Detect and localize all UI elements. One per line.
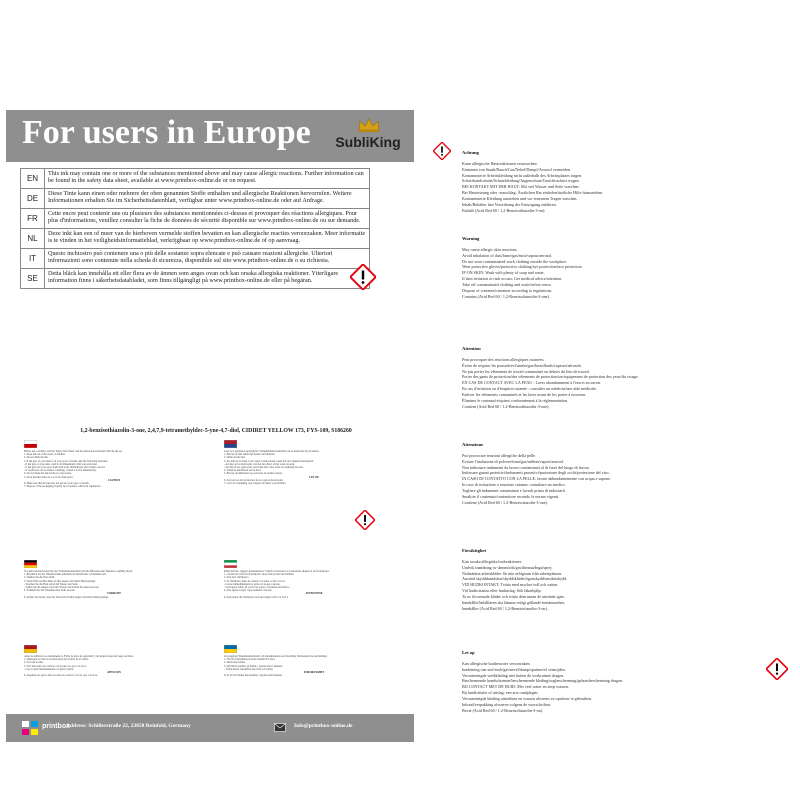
instruction-line: 2. Trinken Sie die Tinte nicht.	[24, 576, 55, 580]
hazard-exclamation-icon	[350, 264, 376, 290]
hazard-statement: Ne pas porter les vêtements de travail contaminés en dehors du lieu de travail.	[462, 368, 590, 374]
hazard-statement: Contains (Acid Red 60 / 1,2-Benzisothiazolin-3-one).	[462, 294, 550, 300]
hazard-statement: Nedstänkta arbetskläder får inte avlägsnas från arbetsplatsen.	[462, 570, 563, 576]
brand-name: SubliKing	[335, 134, 401, 150]
instruction-line: 2. Do not drink the ink.	[24, 456, 49, 460]
brand-logo	[328, 116, 408, 156]
hazard-statement: Éviter de respirer les poussières/fumées/gaz/brouillards/vapeurs/aérosols.	[462, 362, 583, 368]
printbox-logo-icon	[22, 721, 38, 735]
footer-address: Address: Schillerstraße 22, 23858 Reinfeld, Germany	[66, 723, 191, 729]
hazard-statement: Take off contaminated clothing and wash before reuse.	[462, 282, 552, 288]
hazard-statement: Kontaminierte Kleidung ausziehen und vor erneutem Tragen waschen.	[462, 196, 578, 202]
instruction-line: ATENCIÓN	[107, 670, 121, 674]
hazard-statement: Schutzhandschuhe/Schutzkleidung/Augenschutz/Gesichtsschutz tragen.	[462, 178, 580, 184]
flag-icon	[24, 560, 37, 568]
language-text: Questo inchiostro può contenere una o più delle sostanze sopra elencate e può causare reazioni allergiche. Ulteriori informazioni sono contenute nella scheda di sicurezza, disponibile sul sito www.printbox-online.de o su richiesta.	[45, 249, 370, 269]
language-text: Deze inkt kan een of meer van de hierboven vermelde stoffen bevatten en kan allergische reacties veroorzaken. Meer informatie is te vinden in het veiligheidsinformatieblad, verkrijgbaar op www.printbox-online.de of op aanvraag.	[45, 229, 370, 249]
instruction-line: 3. Om bläck kommer på huden, i ögonen eller i munnen:	[224, 664, 283, 668]
instruction-line: - Spülen Sie die Augen sofort mit Wasser und suchen Sie einen Arzt auf.	[24, 585, 100, 589]
hazard-section	[462, 548, 782, 612]
hazard-statement: Può provocare reazioni allergiche della pelle.	[462, 452, 537, 458]
instruction-line: 2. Drick inte bläcket.	[224, 661, 246, 665]
hazard-statement: Använd skyddshandskar/skyddskläder/ögonskydd/ansiktsskydd.	[462, 576, 568, 582]
instruction-line: 6. Achten Sie darauf, dass die Tinte nicht in Ihre Augen oder Ihren Mund gelangt.	[24, 595, 109, 599]
instruction-line: Läs noggrant 'Säkerhetsdatabladet' och instruktionerna som medföljer bläcksatsen före användning.	[224, 655, 328, 658]
hazard-statement: Togliere gli indumenti contaminati e lavarli prima di indossarli.	[462, 488, 566, 494]
instruction-line: 1. Mantenga los frascos de tinta fuera del alcance de los niños.	[24, 658, 89, 662]
hazard-statement: IN CASO DI CONTATTO CON LA PELLE: lavare abbondantemente con acqua e sapone.	[462, 476, 611, 482]
instruction-line: 3. If ink gets on your skin or in your eyes or mouth, take the following measures:	[24, 459, 109, 463]
instruction-block	[24, 645, 204, 707]
hazard-statement: Inademing van stof/rook/gas/nevel/damp/spuitnevel vermijden.	[462, 666, 566, 672]
instruction-block	[24, 440, 204, 555]
instruction-line: 2. Drink de inkt niet.	[224, 456, 246, 460]
hazard-statement: Kann allergische Hautreaktionen verursachen.	[462, 160, 538, 166]
hazard-statement: Beschermende handschoenen/beschermende kleding/oogbescherming/gelaatsbescherming dragen.	[462, 678, 623, 684]
instruction-line: 3. Als inkt op uw huid, in uw ogen of mond komt, neem dan de volgende maatregelen:	[224, 459, 314, 463]
instruction-line: - If ink gets on your skin, wash it off immediately with soap and water.	[24, 462, 98, 466]
instruction-line: FÖRSIKTIGHET	[303, 670, 325, 674]
instruction-line: 1. Keep ink out of the reach of children.	[24, 453, 66, 457]
instruction-line: 6. Asegúrese de que la tinta no entre en contacto con los ojos o la boca.	[24, 674, 98, 678]
hazard-statement: Ta av förorenade kläder och tvätta dem innan de används igen.	[462, 594, 565, 600]
chemical-list: 1,2-benzisothiazolin-3-one, 2,4,7,9-tetramethyldec-5-yne-4,7-diol, CIDIRET YELLOW 173, FYS-109, S186260	[80, 428, 352, 434]
hazard-section-title: Warning	[462, 236, 480, 241]
hazard-statement: En cas d'irritation ou d'éruption cutanée : consulter un médecin/une aide médicale.	[462, 386, 597, 392]
hazard-statement: If skin irritation or rash occurs: Get medical advice/attention.	[462, 276, 563, 282]
language-row-fr	[21, 209, 370, 229]
hazard-statement: Einatmen von Staub/Rauch/Gas/Nebel/Dampf/Aerosol vermeiden.	[462, 166, 572, 172]
hazard-section	[462, 346, 782, 410]
hazard-statement: Dispose of contents/container according to regulations.	[462, 288, 553, 294]
language-row-se	[21, 269, 370, 289]
instruction-line: 4. Schütteln Sie die Tintenflaschen nicht zu stark.	[24, 589, 76, 593]
hazard-statement: Innehållet/behållaren ska lämnas enligt gällande bestämmelser.	[462, 600, 566, 606]
hazard-statement: BEI KONTAKT MIT DER HAUT: Mit viel Wasser und Seife waschen.	[462, 184, 580, 190]
instruction-line: 5. Store the ink bottles in a cool and dark place.	[24, 475, 74, 479]
hazard-statement: Inhoud/verpakking afvoeren volgens de voorschriften.	[462, 702, 552, 708]
hazard-statement: Éliminer le contenu/récipient conformément à la réglementation.	[462, 398, 569, 404]
hazard-section-title: Achtung	[462, 150, 479, 155]
footer-bar	[6, 714, 414, 742]
instruction-line: Antes de utilizarlo, lea atentamente la 'Ficha de datos de seguridad' y las instrucciones del juego de tintas.	[24, 655, 134, 658]
instruction-line: 6. Se till att bläcket inte kommer i ögonen eller munnen.	[224, 674, 283, 678]
language-code: IT	[21, 249, 45, 269]
instruction-line: - If ink gets into your eyes, flush with water immediately and consult a doctor.	[24, 465, 106, 469]
flag-icon	[24, 440, 37, 448]
hazard-statement: Bevat (Acid Red 60 / 1,2-Benzisothiazolin-3-on).	[462, 708, 544, 714]
hazard-statement: Evitare l'inalazione di polvere/fumi/gas/nebbia/vapori/aerosol.	[462, 458, 565, 464]
instruction-line: 2. No beba la tinta.	[24, 661, 44, 665]
instruction-line: 3. Wenn Tinte auf Ihre Haut, in Ihre Augen oder Ihren Mund gelangt:	[24, 579, 96, 583]
instruction-line: 6. Zorg ervoor dat de inkt niet in uw ogen of mond komt.	[224, 478, 284, 482]
hazard-statement: IF ON SKIN: Wash with plenty of soap and water.	[462, 270, 545, 276]
instruction-line: Vor dem Gebrauch lesen Sie das 'Sicherheitsdatenblatt' und die Hinweise zum Tintenset sorgfältig durch.	[24, 570, 133, 573]
hazard-statement: Contient (Acid Red 60 / 1,2-Benzisothiazolin-3-one).	[462, 404, 550, 410]
hazard-statement: Inhalt/Behälter laut Verordnung der Entsorgung zuführen.	[462, 202, 557, 208]
hazard-statement: Do not wear contaminated work clothing outside the workplace.	[462, 258, 568, 264]
instruction-line: VORSICHT	[107, 592, 121, 596]
instruction-line: - Lave la piel inmediatamente con agua y jabón.	[24, 667, 74, 671]
language-code: EN	[21, 169, 45, 189]
hazard-statement: Peut provoquer des réactions allergiques cutanées.	[462, 356, 545, 362]
hazard-section	[462, 236, 782, 300]
instruction-line: - Als inkt op uw huid komt, was het dan direct af met water en zeep.	[224, 462, 295, 466]
hazard-statement: Contiene (Acid Red 60 / 1,2-Benzisotiazolin-3-one).	[462, 500, 549, 506]
instruction-line: 1. Conservare i flaconi di inchiostro fuori dalla portata dei bambini.	[224, 573, 295, 577]
hazard-section-title: Let op	[462, 650, 475, 655]
language-table	[20, 168, 370, 289]
hazard-section-title: Attention	[462, 346, 481, 351]
language-text: This ink may contain one or more of the substances mentioned above and may cause allergic reactions. Further information can be found in the safety data sheet, available at www.printbox-online.de or on request.	[45, 169, 370, 189]
instruction-line: 4. Non agitare troppo vigorosamente i flaconi.	[224, 589, 272, 593]
hazard-statement: Smaltire il contenuto/contenitore secondo le norme vigenti.	[462, 494, 560, 500]
language-row-it	[21, 249, 370, 269]
language-code: SE	[21, 269, 45, 289]
instruction-line: LET OP	[309, 475, 319, 479]
hazard-section	[462, 150, 782, 214]
instruction-line: Prima dell'uso, leggere attentamente la 'Scheda di sicurezza' e le istruzioni allegate al set di inchiostri.	[224, 570, 330, 573]
hazard-statement: In caso di irritazione o eruzione cutanea: consultare un medico.	[462, 482, 566, 488]
instruction-line: - Sciacquare subito gli occhi con acqua e consultare un medico.	[224, 585, 290, 589]
language-row-de	[21, 189, 370, 209]
language-code: FR	[21, 209, 45, 229]
language-code: NL	[21, 229, 45, 249]
hazard-exclamation-icon	[433, 142, 451, 160]
instruction-line: 7. Gooi de verpakking weg volgens de lokale voorschriften.	[224, 481, 287, 485]
instruction-line: CAUTION	[107, 478, 121, 482]
crown-icon	[358, 118, 380, 132]
instruction-line: 1. Bewaar de inkt buiten het bereik van kinderen.	[224, 453, 276, 457]
instruction-line: 1. Bewahren Sie die Tintenflaschen außerhalb der Reichweite von Kindern auf.	[24, 573, 107, 577]
hazard-statement: Avoid inhalation of dust/fume/gas/mist/vapour/aerosol.	[462, 252, 553, 258]
instruction-line: 4. Schud de inktflessen niet te hard.	[224, 469, 262, 473]
instruction-line: 4. Do not shake the ink bottles too vigorously.	[24, 472, 72, 476]
flag-icon	[224, 560, 237, 568]
hazard-statement: Kan orsaka allergiska hudreaktioner.	[462, 558, 522, 564]
hazard-statement: Vid hudirritation eller hudutslag: Sök läkarhjälp.	[462, 588, 542, 594]
hazard-statement: Indossare guanti protettivi/indumenti protettivi/protezione degli occhi/protezione del viso.	[462, 470, 610, 476]
instruction-line: - If swallowed, do not induce vomiting, consult a doctor immediately.	[24, 469, 97, 473]
hazard-statement: Undvik inandning av damm/rök/gas/dimma/ånga/sprej.	[462, 564, 553, 570]
header-banner	[6, 110, 414, 162]
hazard-statement: Innehåller (Acid Red 60 / 1,2-Bensisotiazolin-3-on).	[462, 606, 548, 612]
instruction-block	[224, 560, 404, 640]
instruction-line: - Als inkt in uw ogen komt, spoel dan direct met water en raadpleeg een arts.	[224, 465, 304, 469]
instruction-block	[224, 645, 404, 707]
language-text: Detta bläck kan innehålla ett eller flera av de ämnen som anges ovan och kan orsaka allergiska reaktioner. Ytterligare information finns i säkerhetsdatabladet, som finns tillgängligt på www.printbox-online.de eller på begäran.	[45, 269, 370, 289]
hazard-statement: Non indossare indumenti da lavoro contaminati al di fuori del luogo di lavoro.	[462, 464, 591, 470]
hazard-statement: Enthält (Acid Red 60 / 1,2-Benzisothiazolin-3-on).	[462, 208, 546, 214]
hazard-statement: Porter des gants de protection/des vêtements de protection/un équipement de protection des yeux/du visage.	[462, 374, 639, 380]
instruction-line: 2. Non bere l'inchiostro.	[224, 576, 250, 580]
hazard-statement: Kan allergische huidreacties veroorzaken.	[462, 660, 531, 666]
hazard-statement: EN CAS DE CONTACT AVEC LA PEAU : Laver abondamment à l'eau et au savon.	[462, 380, 602, 386]
instruction-line: - Tvätta huden omedelbart med tvål och vatten.	[224, 667, 274, 671]
instruction-line: 6. Assicurarsi che l'inchiostro non entri negli occhi o in bocca.	[224, 595, 289, 599]
instruction-line: Lees voor gebruik zorgvuldig het 'Veiligheidsinformatieblad' en de instructies bij de inktset.	[224, 450, 320, 453]
instruction-line: 5. Bewaar de inktflessen op een koele en donkere plaats.	[224, 472, 283, 476]
footer-brand: printbox	[42, 723, 70, 730]
instruction-block	[224, 440, 404, 555]
flag-icon	[224, 645, 237, 653]
language-text: Cette encre peut contenir une ou plusieurs des substances mentionnées ci-dessus et provoquer des réactions allergiques. Pour plus d'informations, veuillez consulter la fiche de données de sécurité disponible sur www.printbox-online.de ou sur demande.	[45, 209, 370, 229]
instruction-line: 3. Se l'inchiostro entra in contatto con pelle, occhi o bocca:	[224, 579, 286, 583]
instruction-line: ATTENZIONE	[305, 592, 323, 596]
hazard-statement: VID HUDKONTAKT: Tvätta med mycket tvål och vatten.	[462, 582, 559, 588]
hazard-exclamation-icon	[355, 510, 375, 530]
language-row-nl	[21, 229, 370, 249]
hazard-statement: Bij huidirritatie of uitslag: een arts raadplegen.	[462, 690, 539, 696]
instruction-line: - Lavare immediatamente la pelle con acqua e sapone.	[224, 582, 281, 586]
hazard-section-title: Försiktighet	[462, 548, 486, 553]
hazard-statement: May cause allergic skin reactions.	[462, 246, 518, 252]
instruction-line: 3. Si la tinta entra en contacto con la piel, los ojos o la boca:	[24, 664, 87, 668]
hazard-statement: Enlever les vêtements contaminés et les laver avant de les porter à nouveau.	[462, 392, 587, 398]
instruction-line: 6. Make sure that the ink does not get into your eyes or mouth.	[24, 481, 90, 485]
hazard-statement: Bei Hautreizung oder -ausschlag: Ärztlichen Rat einholen/ärztliche Hilfe hinzuziehen.	[462, 190, 604, 196]
instruction-line: 1. Förvara bläckflaskorna utom räckhåll för barn.	[224, 658, 276, 662]
info-sheet	[6, 110, 414, 730]
hazard-statement: Kontaminierte Arbeitskleidung nicht außerhalb des Arbeitsplatzes tragen.	[462, 172, 583, 178]
language-code: DE	[21, 189, 45, 209]
hazard-statement: Verontreinigde kleding uittrekken en wassen alvorens ze opnieuw te gebruiken.	[462, 696, 593, 702]
language-text: Diese Tinte kann einen oder mehrere der oben genannten Stoffe enthalten und allergische Reaktionen hervorrufen. Weitere Informationen erhalten Sie im Sicherheitsdatenblatt, verfügbar unter www.printbox-online.de oder auf Anfrage.	[45, 189, 370, 209]
hazard-section	[462, 650, 782, 714]
footer-email: Info@printbox-online.de	[294, 723, 353, 729]
page-title: For users in Europe	[22, 114, 311, 151]
language-row-en	[21, 169, 370, 189]
hazard-statement: Wear protective gloves/protective clothing/eye protection/face protection.	[462, 264, 583, 270]
mail-icon	[274, 723, 286, 732]
hazard-statement: BIJ CONTACT MET DE HUID: Met veel water en zeep wassen.	[462, 684, 569, 690]
instruction-block	[24, 560, 204, 640]
flag-icon	[224, 440, 237, 448]
instruction-line: Before use, carefully read the 'Safety Data Sheet' and the instructions included with the ink set.	[24, 450, 123, 453]
flag-icon	[24, 645, 37, 653]
hazard-statement: Verontreinigde werkkleding niet buiten de werkruimte dragen.	[462, 672, 565, 678]
instruction-line: - Waschen Sie die Haut sofort mit Wasser und Seife.	[24, 582, 79, 586]
hazard-section	[462, 442, 782, 506]
instruction-line: 7. Dispose of the packaging properly in accordance with local regulations.	[24, 485, 102, 489]
hazard-section-title: Attenzione	[462, 442, 484, 447]
